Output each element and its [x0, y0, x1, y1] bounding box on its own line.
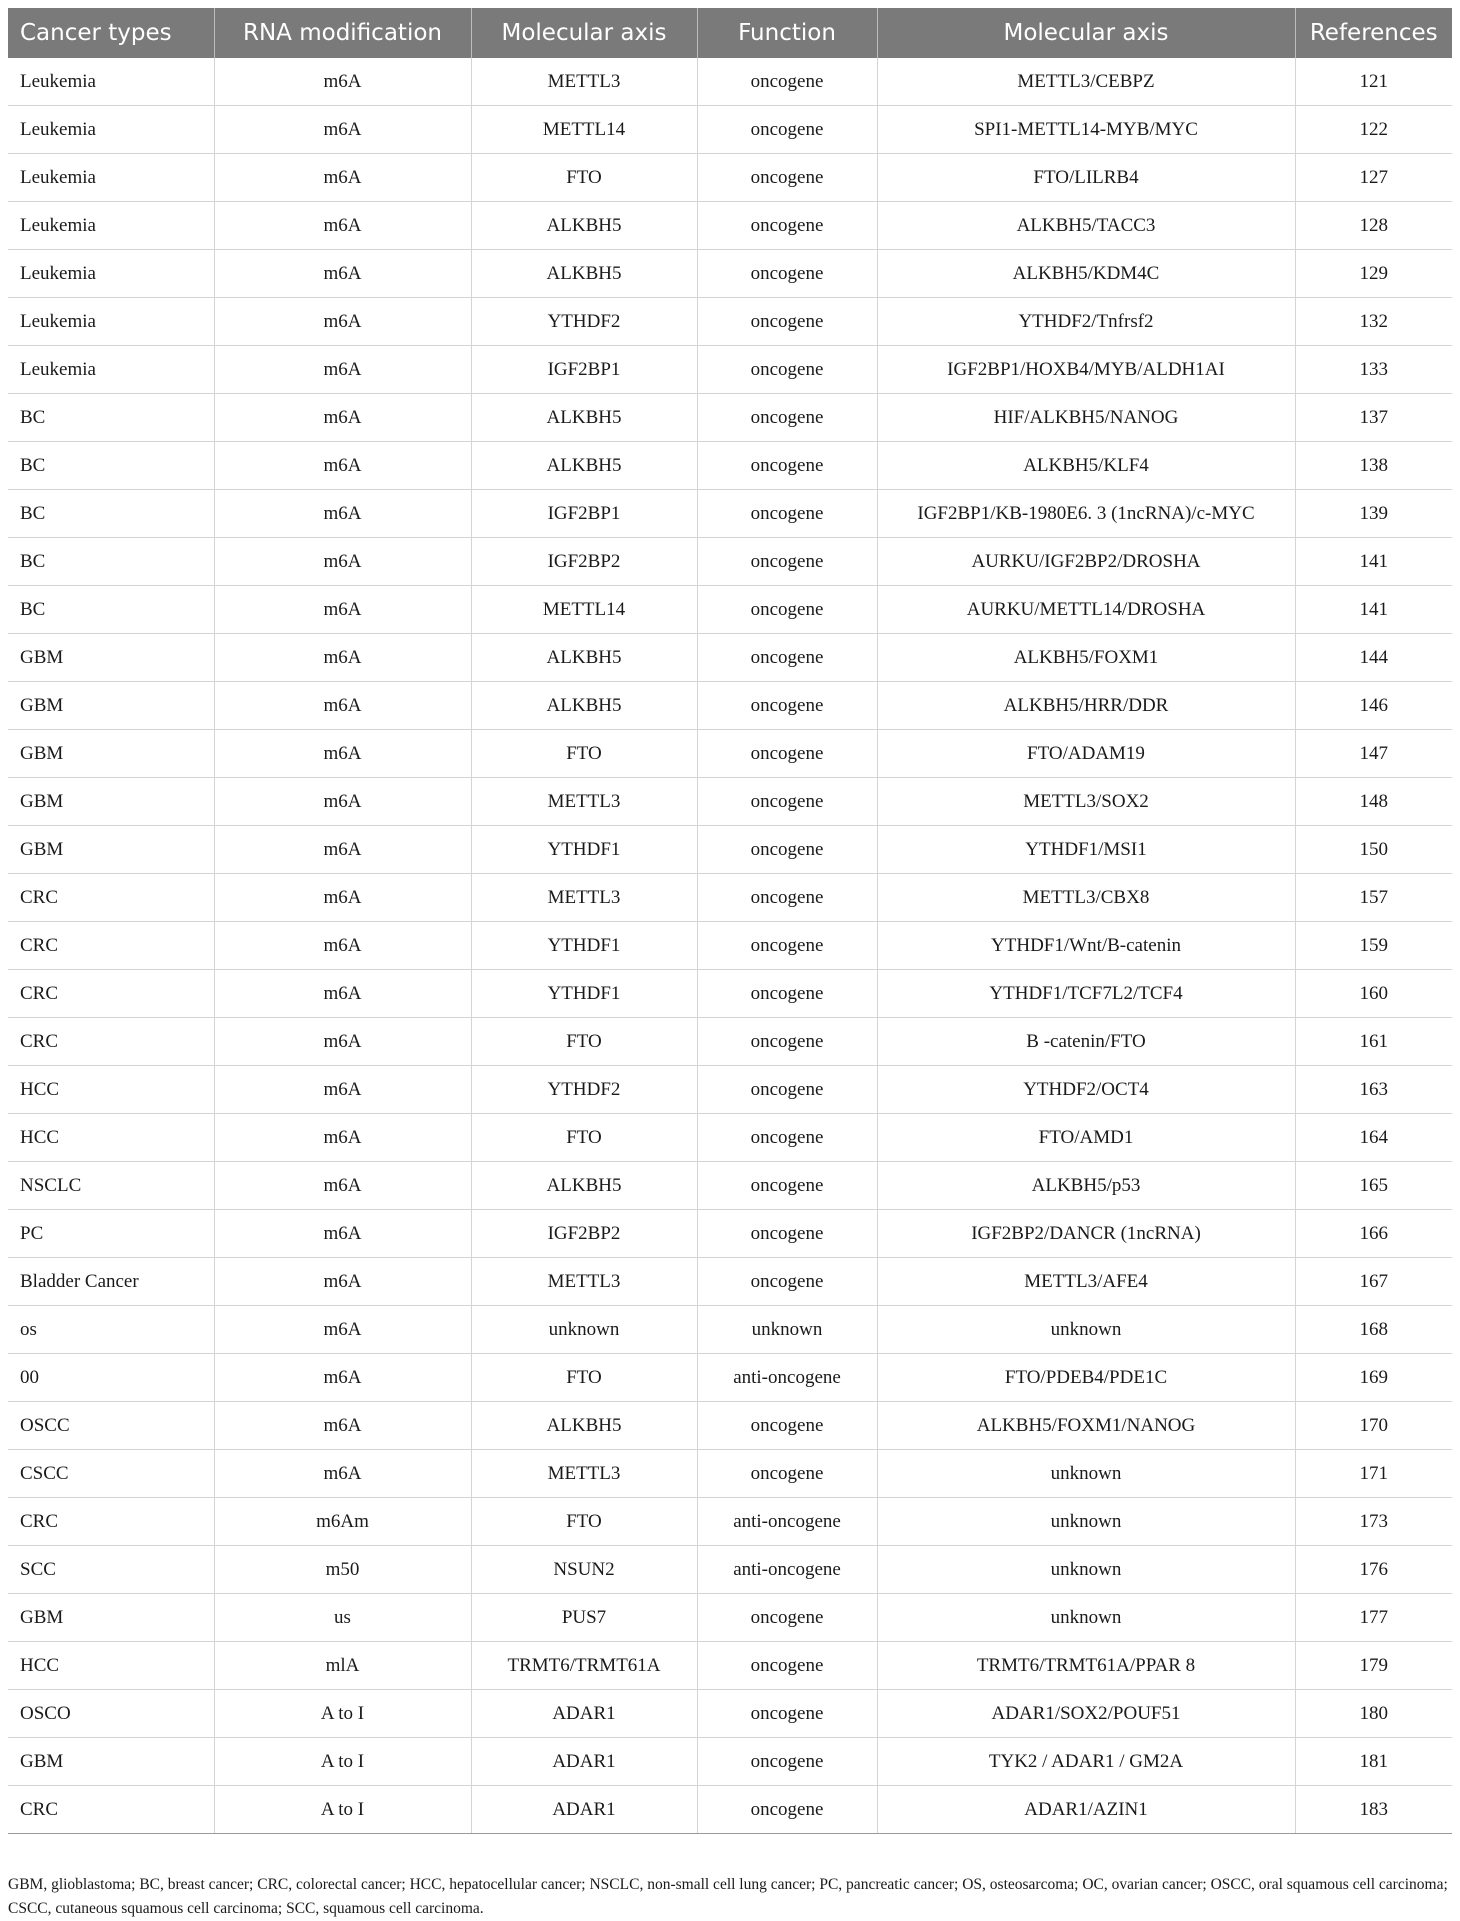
- cell-cancer-type: Leukemia: [8, 106, 214, 154]
- cell-rna-modification: m6A: [214, 922, 471, 970]
- cell-reference: 157: [1295, 874, 1452, 922]
- cell-rna-modification: m6A: [214, 298, 471, 346]
- header-cancer-types: Cancer types: [8, 8, 214, 58]
- cell-rna-modification: m6A: [214, 1114, 471, 1162]
- cell-function: oncogene: [697, 922, 877, 970]
- cell-molecular-axis-2: TRMT6/TRMT61A/PPAR 8: [877, 1642, 1295, 1690]
- cell-molecular-axis-2: AURKU/METTL14/DROSHA: [877, 586, 1295, 634]
- cell-molecular-axis: NSUN2: [471, 1546, 697, 1594]
- header-references: References: [1295, 8, 1452, 58]
- cell-molecular-axis: METTL14: [471, 106, 697, 154]
- cell-molecular-axis-2: FTO/LILRB4: [877, 154, 1295, 202]
- cell-rna-modification: m6A: [214, 730, 471, 778]
- cell-function: oncogene: [697, 58, 877, 106]
- cell-cancer-type: os: [8, 1306, 214, 1354]
- cell-reference: 128: [1295, 202, 1452, 250]
- cell-molecular-axis-2: IGF2BP2/DANCR (1ncRNA): [877, 1210, 1295, 1258]
- table-row: [8, 202, 1452, 250]
- cell-cancer-type: BC: [8, 442, 214, 490]
- cell-molecular-axis: FTO: [471, 730, 697, 778]
- table-row: [8, 1786, 1452, 1834]
- table-row: [8, 1258, 1452, 1306]
- cell-rna-modification: m6A: [214, 106, 471, 154]
- table-row: [8, 874, 1452, 922]
- cell-rna-modification: m6A: [214, 1018, 471, 1066]
- cell-reference: 133: [1295, 346, 1452, 394]
- cell-molecular-axis: IGF2BP1: [471, 346, 697, 394]
- cell-rna-modification: m6A: [214, 586, 471, 634]
- cell-molecular-axis: ALKBH5: [471, 1162, 697, 1210]
- table-row: [8, 1690, 1452, 1738]
- cell-molecular-axis: METTL3: [471, 1258, 697, 1306]
- cell-function: oncogene: [697, 202, 877, 250]
- cell-function: oncogene: [697, 874, 877, 922]
- cell-molecular-axis: FTO: [471, 1114, 697, 1162]
- cell-rna-modification: m6A: [214, 538, 471, 586]
- cell-cancer-type: BC: [8, 586, 214, 634]
- cell-reference: 144: [1295, 634, 1452, 682]
- cell-reference: 132: [1295, 298, 1452, 346]
- cell-reference: 150: [1295, 826, 1452, 874]
- cell-molecular-axis-2: FTO/ADAM19: [877, 730, 1295, 778]
- cell-rna-modification: A to I: [214, 1786, 471, 1834]
- cell-molecular-axis-2: unknown: [877, 1594, 1295, 1642]
- cell-reference: 146: [1295, 682, 1452, 730]
- table-row: [8, 778, 1452, 826]
- cell-molecular-axis-2: METTL3/CBX8: [877, 874, 1295, 922]
- cell-molecular-axis: ALKBH5: [471, 202, 697, 250]
- cell-reference: 171: [1295, 1450, 1452, 1498]
- cell-molecular-axis-2: ADAR1/AZIN1: [877, 1786, 1295, 1834]
- table-row: [8, 154, 1452, 202]
- cell-cancer-type: CRC: [8, 1018, 214, 1066]
- cell-rna-modification: m6A: [214, 1066, 471, 1114]
- table-row: [8, 1642, 1452, 1690]
- header-function: Function: [697, 8, 877, 58]
- cell-molecular-axis: YTHDF2: [471, 1066, 697, 1114]
- cell-cancer-type: Leukemia: [8, 202, 214, 250]
- cell-reference: 161: [1295, 1018, 1452, 1066]
- cell-reference: 168: [1295, 1306, 1452, 1354]
- cell-rna-modification: m6A: [214, 826, 471, 874]
- cell-molecular-axis-2: IGF2BP1/KB-1980E6. 3 (1ncRNA)/c-MYC: [877, 490, 1295, 538]
- cell-molecular-axis: YTHDF1: [471, 922, 697, 970]
- cell-cancer-type: GBM: [8, 778, 214, 826]
- cell-cancer-type: GBM: [8, 826, 214, 874]
- cell-molecular-axis-2: METTL3/AFE4: [877, 1258, 1295, 1306]
- cell-reference: 180: [1295, 1690, 1452, 1738]
- cell-molecular-axis: ALKBH5: [471, 682, 697, 730]
- cell-reference: 121: [1295, 58, 1452, 106]
- cell-reference: 183: [1295, 1786, 1452, 1834]
- cell-molecular-axis: FTO: [471, 1498, 697, 1546]
- cell-molecular-axis: METTL3: [471, 874, 697, 922]
- cell-rna-modification: m6A: [214, 1258, 471, 1306]
- cell-function: oncogene: [697, 1786, 877, 1834]
- cell-function: oncogene: [697, 1162, 877, 1210]
- cell-cancer-type: Bladder Cancer: [8, 1258, 214, 1306]
- header-row: [8, 8, 1452, 58]
- cell-reference: 141: [1295, 586, 1452, 634]
- table-row: [8, 634, 1452, 682]
- cell-reference: 137: [1295, 394, 1452, 442]
- table-row: [8, 1450, 1452, 1498]
- cell-reference: 166: [1295, 1210, 1452, 1258]
- cell-molecular-axis: ALKBH5: [471, 634, 697, 682]
- cell-function: oncogene: [697, 778, 877, 826]
- cell-molecular-axis: FTO: [471, 1354, 697, 1402]
- cell-function: oncogene: [697, 442, 877, 490]
- cell-cancer-type: GBM: [8, 1594, 214, 1642]
- cell-molecular-axis: unknown: [471, 1306, 697, 1354]
- cell-function: anti-oncogene: [697, 1354, 877, 1402]
- cell-function: oncogene: [697, 154, 877, 202]
- cell-molecular-axis: PUS7: [471, 1594, 697, 1642]
- cell-cancer-type: HCC: [8, 1642, 214, 1690]
- cell-molecular-axis-2: YTHDF1/Wnt/B-catenin: [877, 922, 1295, 970]
- cell-function: oncogene: [697, 634, 877, 682]
- cell-molecular-axis: TRMT6/TRMT61A: [471, 1642, 697, 1690]
- cell-reference: 129: [1295, 250, 1452, 298]
- cell-reference: 179: [1295, 1642, 1452, 1690]
- cell-molecular-axis: FTO: [471, 154, 697, 202]
- cell-molecular-axis-2: ALKBH5/p53: [877, 1162, 1295, 1210]
- cell-function: anti-oncogene: [697, 1498, 877, 1546]
- cell-rna-modification: m6A: [214, 1210, 471, 1258]
- cell-reference: 138: [1295, 442, 1452, 490]
- table-row: [8, 298, 1452, 346]
- cell-rna-modification: m50: [214, 1546, 471, 1594]
- cell-rna-modification: us: [214, 1594, 471, 1642]
- table-row: [8, 538, 1452, 586]
- cell-cancer-type: CRC: [8, 1498, 214, 1546]
- cell-reference: 141: [1295, 538, 1452, 586]
- cell-cancer-type: 00: [8, 1354, 214, 1402]
- cell-molecular-axis: ALKBH5: [471, 394, 697, 442]
- cell-function: oncogene: [697, 682, 877, 730]
- cell-reference: 122: [1295, 106, 1452, 154]
- cell-cancer-type: SCC: [8, 1546, 214, 1594]
- cell-reference: 176: [1295, 1546, 1452, 1594]
- table-row: [8, 826, 1452, 874]
- cell-reference: 173: [1295, 1498, 1452, 1546]
- cell-function: oncogene: [697, 970, 877, 1018]
- table-row: [8, 730, 1452, 778]
- cell-reference: 164: [1295, 1114, 1452, 1162]
- cell-function: oncogene: [697, 1018, 877, 1066]
- cell-rna-modification: m6A: [214, 250, 471, 298]
- cell-cancer-type: HCC: [8, 1114, 214, 1162]
- table-row: [8, 1162, 1452, 1210]
- table-row: [8, 1594, 1452, 1642]
- cell-molecular-axis-2: ALKBH5/KDM4C: [877, 250, 1295, 298]
- cell-function: oncogene: [697, 1690, 877, 1738]
- data-table: [8, 8, 1452, 1834]
- cell-cancer-type: Leukemia: [8, 154, 214, 202]
- cell-rna-modification: A to I: [214, 1738, 471, 1786]
- cell-function: oncogene: [697, 250, 877, 298]
- table-row: [8, 250, 1452, 298]
- cell-cancer-type: Leukemia: [8, 346, 214, 394]
- table-row: [8, 922, 1452, 970]
- cell-cancer-type: OSCC: [8, 1402, 214, 1450]
- cell-molecular-axis-2: YTHDF1/TCF7L2/TCF4: [877, 970, 1295, 1018]
- cell-reference: 165: [1295, 1162, 1452, 1210]
- cell-molecular-axis-2: ALKBH5/FOXM1: [877, 634, 1295, 682]
- cell-function: oncogene: [697, 1258, 877, 1306]
- cell-molecular-axis-2: unknown: [877, 1498, 1295, 1546]
- cell-function: oncogene: [697, 538, 877, 586]
- cell-molecular-axis: ALKBH5: [471, 250, 697, 298]
- table-row: [8, 1018, 1452, 1066]
- table-row: [8, 970, 1452, 1018]
- table-row: [8, 1066, 1452, 1114]
- cell-rna-modification: A to I: [214, 1690, 471, 1738]
- cell-function: oncogene: [697, 1738, 877, 1786]
- cell-cancer-type: BC: [8, 394, 214, 442]
- cell-function: oncogene: [697, 394, 877, 442]
- cell-cancer-type: GBM: [8, 1738, 214, 1786]
- cell-cancer-type: NSCLC: [8, 1162, 214, 1210]
- table-row: [8, 106, 1452, 154]
- cell-rna-modification: m6A: [214, 1450, 471, 1498]
- table-row: [8, 586, 1452, 634]
- cell-function: anti-oncogene: [697, 1546, 877, 1594]
- cell-function: oncogene: [697, 1594, 877, 1642]
- cell-molecular-axis-2: IGF2BP1/HOXB4/MYB/ALDH1AI: [877, 346, 1295, 394]
- table-row: [8, 58, 1452, 106]
- table-row: [8, 1402, 1452, 1450]
- cell-rna-modification: m6A: [214, 1354, 471, 1402]
- cell-cancer-type: OSCO: [8, 1690, 214, 1738]
- table-row: [8, 346, 1452, 394]
- cell-function: unknown: [697, 1306, 877, 1354]
- cell-cancer-type: CRC: [8, 922, 214, 970]
- cell-molecular-axis-2: FTO/PDEB4/PDE1C: [877, 1354, 1295, 1402]
- cell-cancer-type: GBM: [8, 730, 214, 778]
- cell-rna-modification: m6A: [214, 202, 471, 250]
- cell-molecular-axis-2: ALKBH5/FOXM1/NANOG: [877, 1402, 1295, 1450]
- cell-molecular-axis-2: TYK2 / ADAR1 / GM2A: [877, 1738, 1295, 1786]
- cell-molecular-axis: IGF2BP1: [471, 490, 697, 538]
- cell-cancer-type: CRC: [8, 1786, 214, 1834]
- cell-cancer-type: GBM: [8, 634, 214, 682]
- cell-rna-modification: m6Am: [214, 1498, 471, 1546]
- table-body: [8, 58, 1452, 1834]
- cell-rna-modification: m6A: [214, 1162, 471, 1210]
- cell-cancer-type: CRC: [8, 970, 214, 1018]
- cell-reference: 163: [1295, 1066, 1452, 1114]
- table-row: [8, 682, 1452, 730]
- cell-function: oncogene: [697, 1114, 877, 1162]
- cell-molecular-axis: METTL3: [471, 58, 697, 106]
- cell-molecular-axis: IGF2BP2: [471, 538, 697, 586]
- cell-molecular-axis-2: ALKBH5/TACC3: [877, 202, 1295, 250]
- cell-cancer-type: GBM: [8, 682, 214, 730]
- cell-molecular-axis: YTHDF1: [471, 826, 697, 874]
- cell-function: oncogene: [697, 346, 877, 394]
- cell-function: oncogene: [697, 298, 877, 346]
- cell-rna-modification: m6A: [214, 634, 471, 682]
- cell-rna-modification: m6A: [214, 1402, 471, 1450]
- cell-molecular-axis: ALKBH5: [471, 442, 697, 490]
- cell-reference: 148: [1295, 778, 1452, 826]
- cell-cancer-type: Leukemia: [8, 298, 214, 346]
- cell-rna-modification: mlA: [214, 1642, 471, 1690]
- cell-reference: 169: [1295, 1354, 1452, 1402]
- table-row: [8, 1210, 1452, 1258]
- cell-function: oncogene: [697, 826, 877, 874]
- cell-reference: 170: [1295, 1402, 1452, 1450]
- cell-reference: 147: [1295, 730, 1452, 778]
- cell-reference: 177: [1295, 1594, 1452, 1642]
- cell-molecular-axis: METTL3: [471, 1450, 697, 1498]
- cell-molecular-axis-2: METTL3/CEBPZ: [877, 58, 1295, 106]
- cell-function: oncogene: [697, 1402, 877, 1450]
- table-row: [8, 490, 1452, 538]
- cell-molecular-axis: IGF2BP2: [471, 1210, 697, 1258]
- cell-molecular-axis-2: YTHDF1/MSI1: [877, 826, 1295, 874]
- cell-rna-modification: m6A: [214, 346, 471, 394]
- cell-function: oncogene: [697, 1450, 877, 1498]
- table-footnote: GBM, glioblastoma; BC, breast cancer; CRC, colorectal cancer; HCC, hepatocellular cancer; NSCLC, non-small cell lung cancer; PC, pancreatic cancer; OS, osteosarcoma; OC, ovarian cancer; OSCC, oral squamous cell carcinoma; CSCC, cutaneous squamous cell carcinoma; SCC, squamous cell carcinoma.: [8, 1876, 1448, 1917]
- cell-cancer-type: PC: [8, 1210, 214, 1258]
- cell-reference: 181: [1295, 1738, 1452, 1786]
- cell-reference: 139: [1295, 490, 1452, 538]
- cell-molecular-axis-2: unknown: [877, 1546, 1295, 1594]
- cell-molecular-axis-2: unknown: [877, 1450, 1295, 1498]
- cell-reference: 159: [1295, 922, 1452, 970]
- cell-molecular-axis-2: ADAR1/SOX2/POUF51: [877, 1690, 1295, 1738]
- cell-molecular-axis: ALKBH5: [471, 1402, 697, 1450]
- cell-cancer-type: CRC: [8, 874, 214, 922]
- cell-function: oncogene: [697, 1210, 877, 1258]
- table-row: [8, 1498, 1452, 1546]
- header-rna-modification: RNA modification: [214, 8, 471, 58]
- table-header: [8, 8, 1452, 58]
- table-row: [8, 442, 1452, 490]
- cell-molecular-axis-2: YTHDF2/Tnfrsf2: [877, 298, 1295, 346]
- cell-molecular-axis-2: ALKBH5/HRR/DDR: [877, 682, 1295, 730]
- cell-reference: 167: [1295, 1258, 1452, 1306]
- cell-molecular-axis: METTL3: [471, 778, 697, 826]
- cell-molecular-axis-2: AURKU/IGF2BP2/DROSHA: [877, 538, 1295, 586]
- cell-molecular-axis: YTHDF1: [471, 970, 697, 1018]
- cell-rna-modification: m6A: [214, 778, 471, 826]
- cell-molecular-axis-2: METTL3/SOX2: [877, 778, 1295, 826]
- cell-function: oncogene: [697, 730, 877, 778]
- cell-rna-modification: m6A: [214, 394, 471, 442]
- cell-rna-modification: m6A: [214, 442, 471, 490]
- cell-molecular-axis: FTO: [471, 1018, 697, 1066]
- cell-reference: 160: [1295, 970, 1452, 1018]
- cell-function: oncogene: [697, 1066, 877, 1114]
- cell-cancer-type: HCC: [8, 1066, 214, 1114]
- cell-molecular-axis: ADAR1: [471, 1690, 697, 1738]
- cell-molecular-axis: ADAR1: [471, 1786, 697, 1834]
- table-row: [8, 1306, 1452, 1354]
- cell-cancer-type: BC: [8, 538, 214, 586]
- cell-function: oncogene: [697, 490, 877, 538]
- cell-molecular-axis-2: SPI1-METTL14-MYB/MYC: [877, 106, 1295, 154]
- header-molecular-axis: Molecular axis: [471, 8, 697, 58]
- table-row: [8, 1546, 1452, 1594]
- cell-cancer-type: Leukemia: [8, 58, 214, 106]
- table-row: [8, 1738, 1452, 1786]
- cell-rna-modification: m6A: [214, 1306, 471, 1354]
- cell-rna-modification: m6A: [214, 58, 471, 106]
- cell-molecular-axis: METTL14: [471, 586, 697, 634]
- table-row: [8, 394, 1452, 442]
- cell-cancer-type: BC: [8, 490, 214, 538]
- cell-molecular-axis-2: HIF/ALKBH5/NANOG: [877, 394, 1295, 442]
- cell-function: oncogene: [697, 1642, 877, 1690]
- table-row: [8, 1354, 1452, 1402]
- cell-rna-modification: m6A: [214, 154, 471, 202]
- cell-function: oncogene: [697, 106, 877, 154]
- cell-molecular-axis: ADAR1: [471, 1738, 697, 1786]
- cell-molecular-axis-2: B -catenin/FTO: [877, 1018, 1295, 1066]
- cell-rna-modification: m6A: [214, 682, 471, 730]
- cell-cancer-type: CSCC: [8, 1450, 214, 1498]
- cell-molecular-axis-2: FTO/AMD1: [877, 1114, 1295, 1162]
- cell-molecular-axis-2: unknown: [877, 1306, 1295, 1354]
- cell-cancer-type: Leukemia: [8, 250, 214, 298]
- table-container: [8, 8, 1452, 1834]
- cell-rna-modification: m6A: [214, 874, 471, 922]
- cell-rna-modification: m6A: [214, 490, 471, 538]
- cell-function: oncogene: [697, 586, 877, 634]
- cell-reference: 127: [1295, 154, 1452, 202]
- cell-molecular-axis-2: YTHDF2/OCT4: [877, 1066, 1295, 1114]
- cell-molecular-axis: YTHDF2: [471, 298, 697, 346]
- table-row: [8, 1114, 1452, 1162]
- cell-rna-modification: m6A: [214, 970, 471, 1018]
- header-molecular-axis-2: Molecular axis: [877, 8, 1295, 58]
- cell-molecular-axis-2: ALKBH5/KLF4: [877, 442, 1295, 490]
